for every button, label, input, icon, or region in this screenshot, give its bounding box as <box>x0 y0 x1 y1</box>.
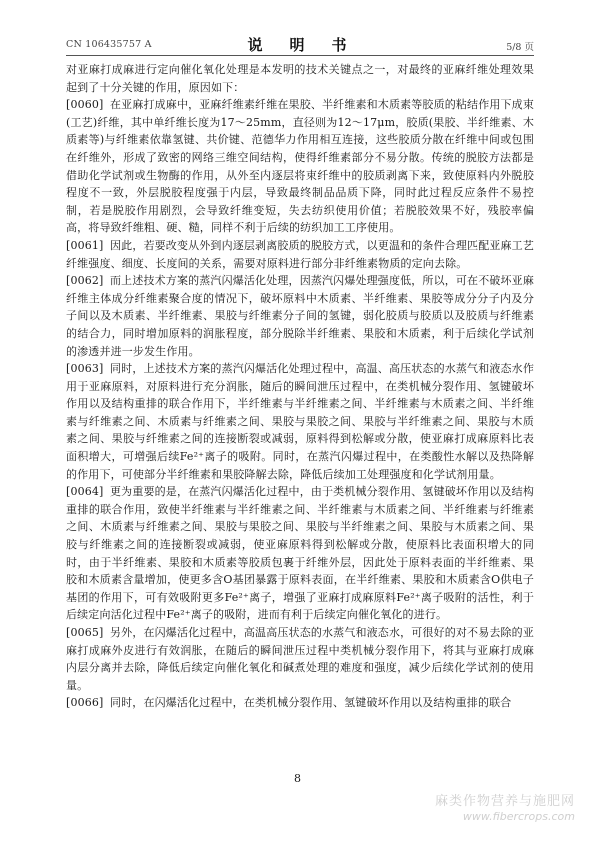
paragraph-number: [0062] <box>66 274 104 288</box>
paragraph-number: [0061] <box>66 238 104 252</box>
page-reference: 5/8 页 <box>506 42 534 53</box>
paragraph-number: [0066] <box>66 696 104 710</box>
paragraph-text: 同时，在闪爆活化过程中，在类机械分裂作用、氢键破坏作用以及结构重排的联合 <box>110 696 512 710</box>
paragraph-text: 对亚麻打成麻进行定向催化氧化处理是本发明的技术关键点之一，对最终的亚麻纤维处理效果起到了十分关键的作用，原因如下： <box>66 63 534 94</box>
paragraph-0061 <box>66 237 534 272</box>
paragraph-text: 而上述技术方案的蒸汽闪爆活化处理，因蒸汽闪爆处理强度低，所以，可在不破坏亚麻纤维主体成分纤维素聚合度的情况下，破坏原料中木质素、半纤维素、果胶等成分分子内及分子间以及木质素、半纤维素、果胶与纤维素分子间的氢键，弱化胶质与胶质以及胶质与纤维素的结合力，同时增加原料的润胀程度，部分脱除半纤维素、果胶和木质素，利于后续化学试剂的渗透并进一步发生作用。 <box>66 274 534 358</box>
paragraph-0060 <box>66 96 534 237</box>
paragraph-number: [0065] <box>66 626 104 639</box>
document-title: 说 明 书 <box>247 36 353 54</box>
paragraph-0062 <box>66 272 534 360</box>
paragraph-text: 同时，上述技术方案的蒸汽闪爆活化处理过程中，高温、高压状态的水蒸气和液态水作用于亚麻原料，对原料进行充分润胀，随后的瞬间泄压过程中，在类机械分裂作用、氢键破坏作用以及结构重排的联合作用下，半纤维素与半纤维素之间、半纤维素与木质素之间、半纤维素与纤维素之间、木质素与纤维素之间、果胶与果胶之间、果胶与半纤维素之间、果胶与木质素之间、果胶与纤维素之间的连接断裂或减弱，原料得到松解或分散，使亚麻打成麻原料比表面积增大，可增强后续Fe²⁺离子的吸附。同时，在蒸汽闪爆过程中，在类酸性水解以及热降解的作用下，可使部分半纤维素和果胶降解去除，降低后续加工处理强度和化学试剂用量。 <box>66 362 534 481</box>
paragraph-text: 因此，若要改变从外到内逐层剥离胶质的脱胶方式，以更温和的条件合理匹配亚麻工艺纤维强度、细度、长度间的关系，需要对原料进行部分非纤维素物质的定向去除。 <box>66 238 534 270</box>
paragraph-text: 在亚麻打成麻中，亚麻纤维素纤维在果胶、半纤维素和木质素等胶质的粘结作用下成束(工艺)纤维，其中单纤维长度为17～25mm，直径则为12～17μm，胶质(果胶、半纤维素、木质素等)与纤维素依靠氢键、共价键、范德华力作用相互连接，这些胶质分散在纤维中间或包围在纤维外，形成了致密的网络三维空间结构，使得纤维素部分不易分散。传统的脱胶方法都是借助化学试剂或生物酶的作用，从外至内逐层将束纤维中的胶质剥离下来，致使原料内外脱胶程度不一致，外层脱胶程度强于内层，导致最终制品品质下降，同时此过程反应条件不易控制，若是脱胶作用剧烈，会导致纤维变短，失去纺织使用价值；若脱胶效果不好，残胶率偏高，将导致纤维粗、硬、糙，同样不利于后续的纺织加工工序使用。 <box>66 98 534 235</box>
watermark-site-name: 麻类作物营养与施肥网 <box>434 794 575 809</box>
header-divider <box>66 55 534 56</box>
paragraph-text: 更为重要的是，在蒸汽闪爆活化过程中，由于类机械分裂作用、氢键破坏作用以及结构重排的联合作用，致使半纤维素与半纤维素之间、半纤维素与木质素之间、半纤维素与纤维素之间、木质素与纤维素之间、果胶与果胶之间、果胶与半纤维素之间、果胶与木质素之间、果胶与纤维素之间的连接断裂或减弱，使亚麻原料得到松解或分散，使原料比表面积增大的同时，由于半纤维素、果胶和木质素等胶质包裹于纤维外层，因此处于原料表面的半纤维素、果胶和木质素含量增加，使更多含O基团暴露于原料表面，在半纤维素、果胶和木质素含O供电子基团的作用下，可有效吸附更多Fe²⁺离子，增强了亚麻打成麻原料Fe²⁺离子吸附的活性，利于后续定向活化过程中Fe²⁺离子的吸附，进而有利于后续定向催化氧化的进行。 <box>66 485 534 622</box>
paragraph-0066 <box>66 694 534 712</box>
document-body <box>66 61 534 712</box>
paragraph-number: [0064] <box>66 485 104 499</box>
page-header <box>66 34 534 54</box>
watermark-url: www.fibercrops.com <box>462 810 575 823</box>
paragraph-text: 另外，在闪爆活化过程中，高温高压状态的水蒸气和液态水，可很好的对不易去除的亚麻打成麻外皮进行有效润胀，在随后的瞬间泄压过程中类机械分裂作用下，将其与亚麻打成麻内层分离并去除，降低后续定向催化氧化和碱煮处理的难度和强度，减少后续化学试剂的使用量。 <box>66 626 534 692</box>
site-watermark <box>435 794 575 824</box>
paragraph-number: [0060] <box>66 98 104 112</box>
paragraph-0065 <box>66 624 534 694</box>
paragraph-0063 <box>66 360 534 483</box>
page-number: 8 <box>294 772 301 785</box>
paragraph-number: [0063] <box>66 362 104 376</box>
patent-number: CN 106435757 A <box>66 39 152 50</box>
paragraph-continuation <box>66 61 534 96</box>
paragraph-0064 <box>66 483 534 624</box>
